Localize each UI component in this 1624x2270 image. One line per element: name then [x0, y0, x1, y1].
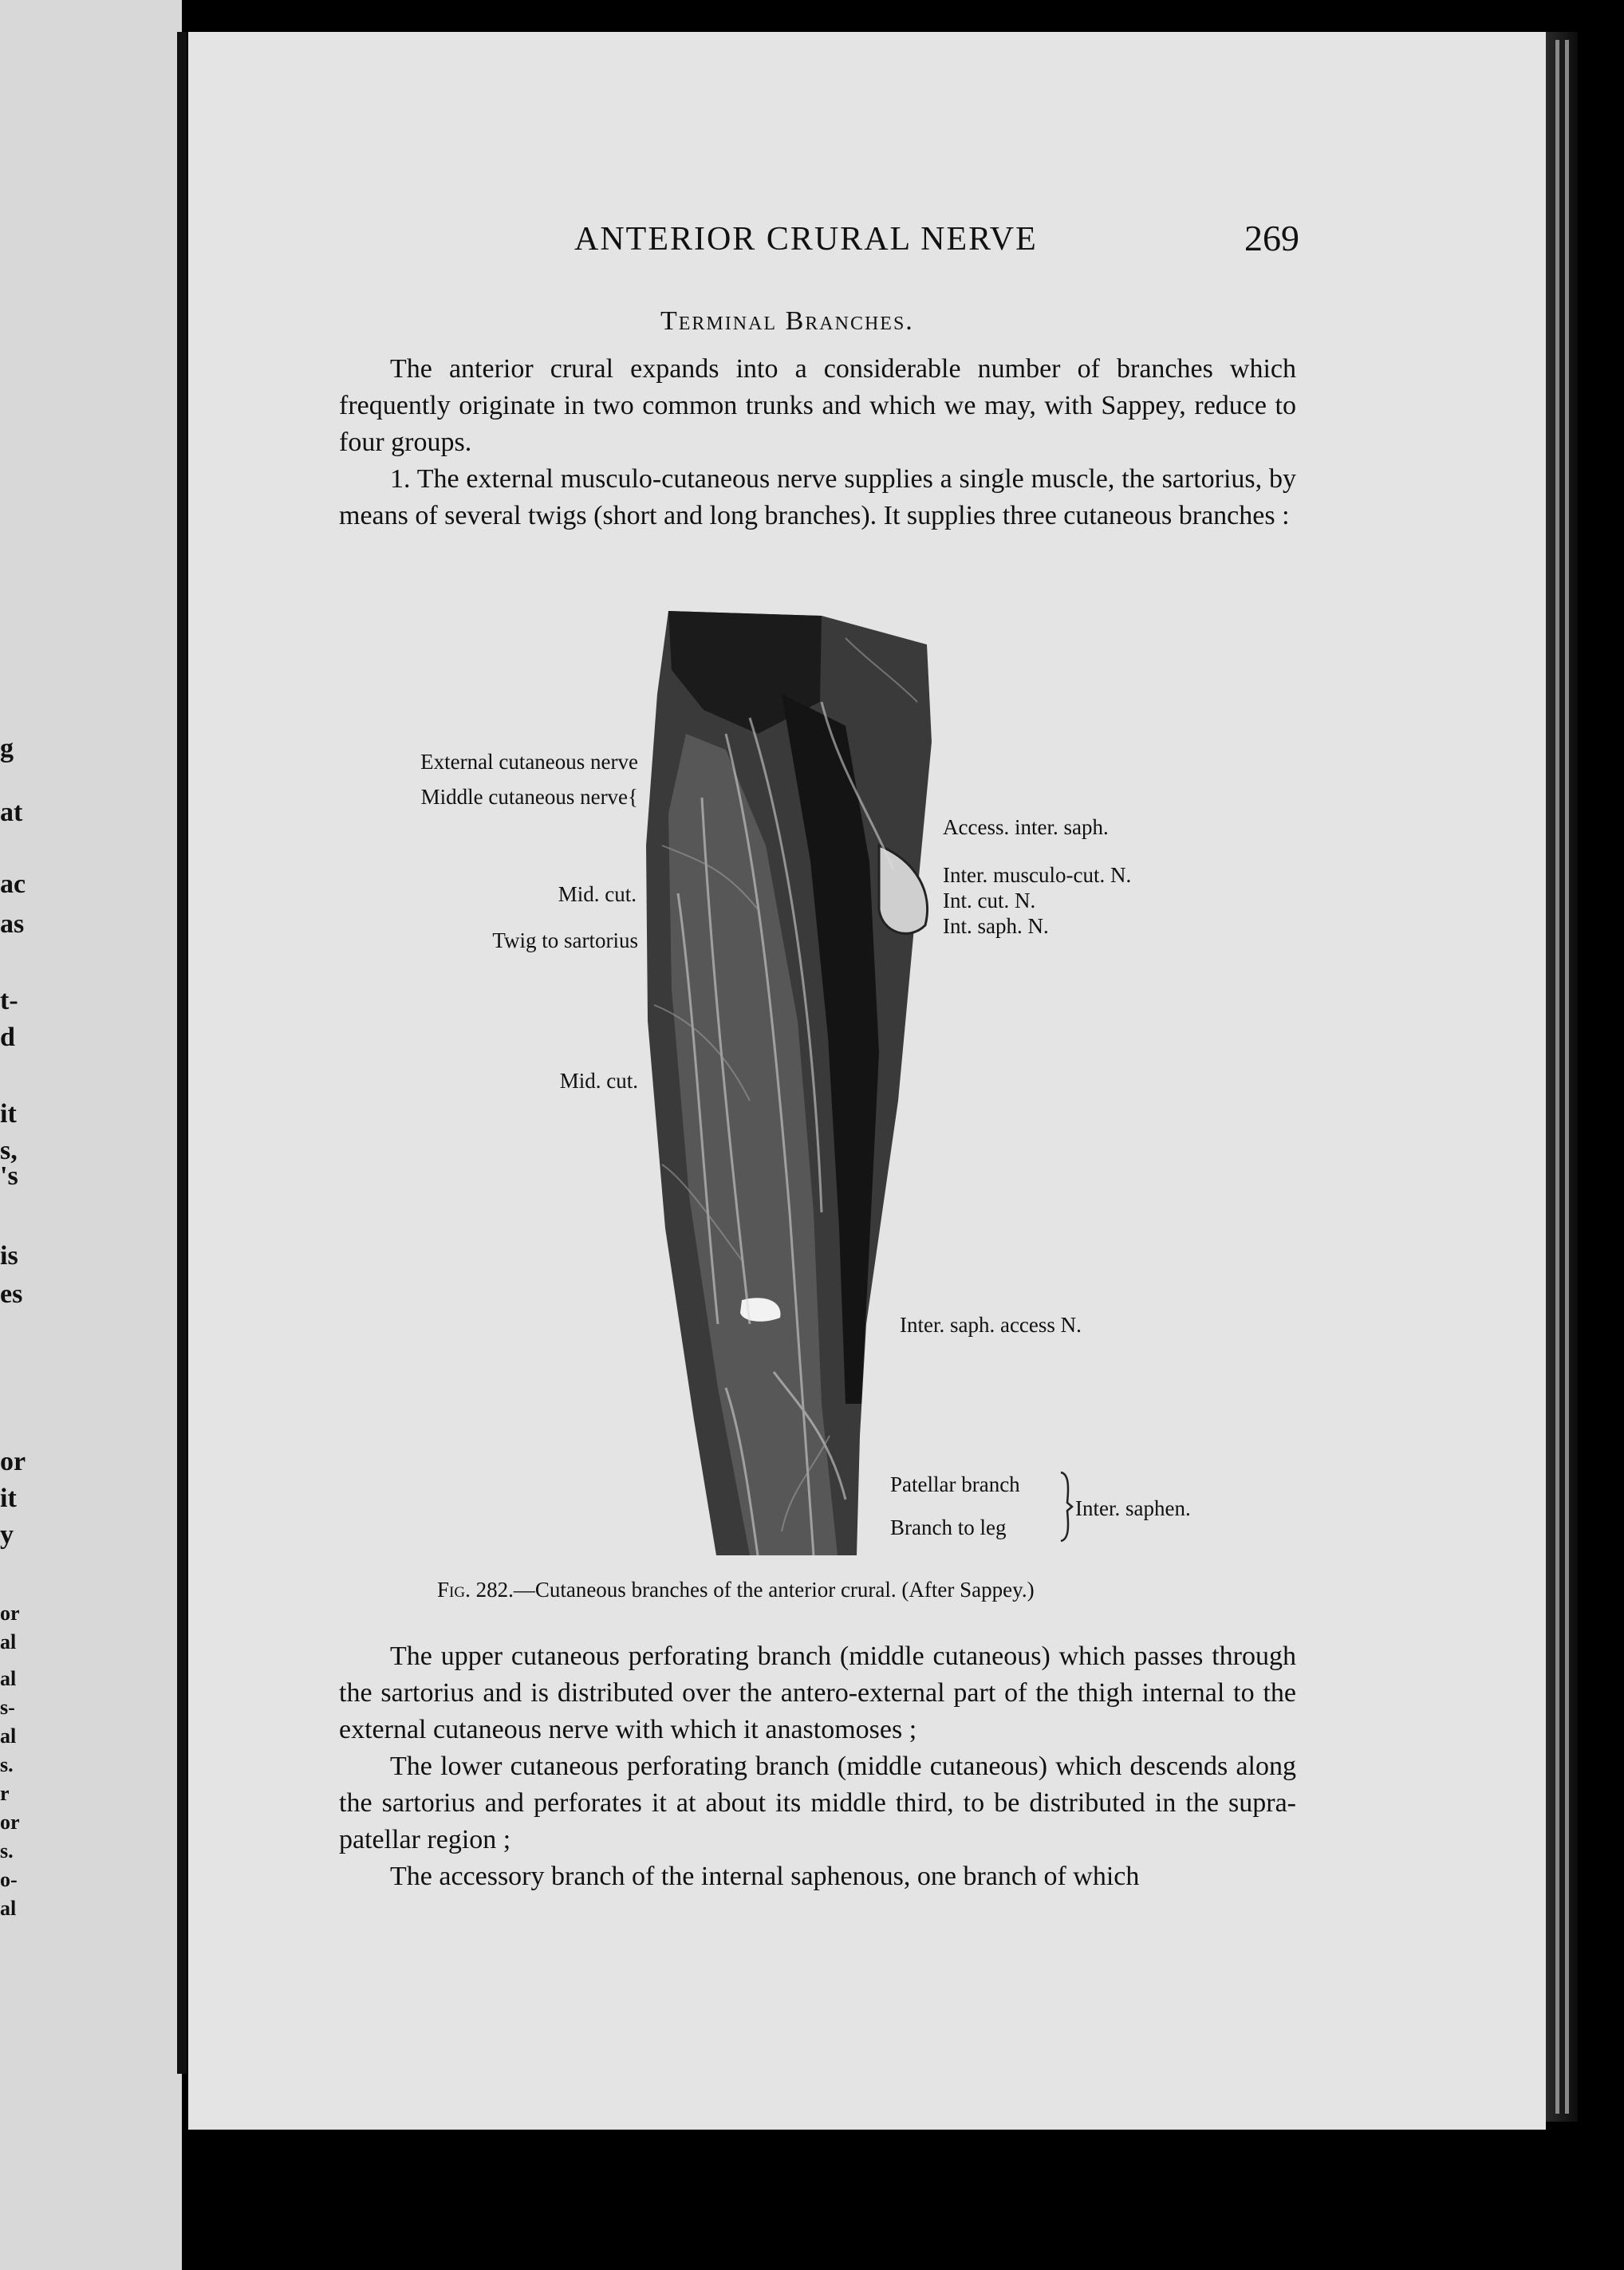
left-fragment: or	[0, 1602, 20, 1625]
left-fragment: al	[0, 1630, 17, 1653]
left-page-margin	[0, 0, 182, 2270]
intro-text	[339, 351, 1296, 534]
left-fragment: s-	[0, 1696, 15, 1719]
label-twig-to-sartorius: Twig to sartorius	[492, 928, 638, 952]
left-fragment: or	[0, 1447, 26, 1476]
left-fragment: 's	[0, 1161, 18, 1191]
left-fragment: s.	[0, 1753, 14, 1776]
label-mid-cut-upper: Mid. cut.	[558, 882, 637, 906]
paragraph: The upper cutaneous perforating branch (middle cutaneous) which passes through the sartorius and is distributed over the antero-external part of the thigh internal to the external cutaneous nerve with which it anastomoses ;	[339, 1641, 1296, 1744]
page-edge-line	[1555, 40, 1559, 2114]
label-int-saph: Int. saph. N.	[943, 914, 1049, 938]
left-fragment: al	[0, 1724, 17, 1748]
paragraph: The anterior crural expands into a considerable number of branches which frequently originate in two common trunks and which we may, with Sappey, reduce to four groups.	[339, 354, 1296, 457]
label-access-inter-saph: Access. inter. saph.	[943, 815, 1109, 839]
left-fragment: ac	[0, 869, 26, 899]
label-branch-to-leg: Branch to leg	[890, 1515, 1007, 1539]
left-fragment: y	[0, 1520, 14, 1550]
left-fragment: r	[0, 1782, 10, 1805]
thigh-illustration	[630, 606, 949, 1563]
label-inter-saphen: Inter. saphen.	[1075, 1496, 1191, 1520]
left-fragment: o-	[0, 1868, 18, 1891]
left-fragment: it	[0, 1484, 17, 1513]
running-head: ANTERIOR CRURAL NERVE	[574, 221, 1038, 258]
label-mid-cut-lower: Mid. cut.	[559, 1069, 638, 1093]
left-fragment: es	[0, 1279, 23, 1309]
left-fragment: d	[0, 1023, 15, 1052]
left-fragment: at	[0, 798, 23, 827]
paragraph: 1. The external musculo-cutaneous nerve supplies a single muscle, the sartorius, by means of several twigs (short and long branches). It supplies three cutaneous branches :	[339, 464, 1296, 530]
label-int-cut: Int. cut. N.	[943, 889, 1036, 912]
label-patellar-branch: Patellar branch	[890, 1472, 1020, 1496]
left-fragment: s.	[0, 1839, 14, 1862]
caption-text: —Cutaneous branches of the anterior crural. (After Sappey.)	[513, 1578, 1035, 1602]
left-fragment: it	[0, 1099, 17, 1129]
label-middle-cutaneous-nerve: Middle cutaneous nerve{	[420, 785, 638, 809]
left-fragment: or	[0, 1811, 20, 1834]
left-fragment: g	[0, 734, 14, 763]
caption-prefix: Fig. 282.	[437, 1578, 514, 1602]
left-fragment: is	[0, 1241, 18, 1271]
left-fragment: al	[0, 1897, 17, 1920]
figure-caption	[437, 1578, 1035, 1602]
left-fragment: as	[0, 909, 25, 939]
paragraph: The accessory branch of the internal saphenous, one branch of which	[390, 1862, 1140, 1891]
paragraph: The lower cutaneous perforating branch (middle cutaneous) which descends along the sartorius and perforates it at about its middle third, to be distributed in the supra-patellar region ;	[339, 1752, 1296, 1854]
page-edge-line	[1565, 40, 1569, 2114]
body-text	[339, 1638, 1296, 1895]
left-fragment: s,	[0, 1136, 18, 1165]
label-inter-musculo-cut: Inter. musculo-cut. N.	[943, 863, 1132, 887]
label-inter-saph-access: Inter. saph. access N.	[900, 1313, 1082, 1337]
brace-icon	[1058, 1471, 1077, 1543]
left-fragment: t-	[0, 986, 18, 1015]
left-fragment: al	[0, 1667, 17, 1690]
section-heading: Terminal Branches.	[660, 306, 914, 336]
gutter-edge	[177, 32, 187, 2074]
page-edge-shadow	[1546, 32, 1578, 2122]
page-number: 269	[1244, 218, 1299, 258]
label-external-cutaneous-nerve: External cutaneous nerve	[420, 750, 638, 774]
